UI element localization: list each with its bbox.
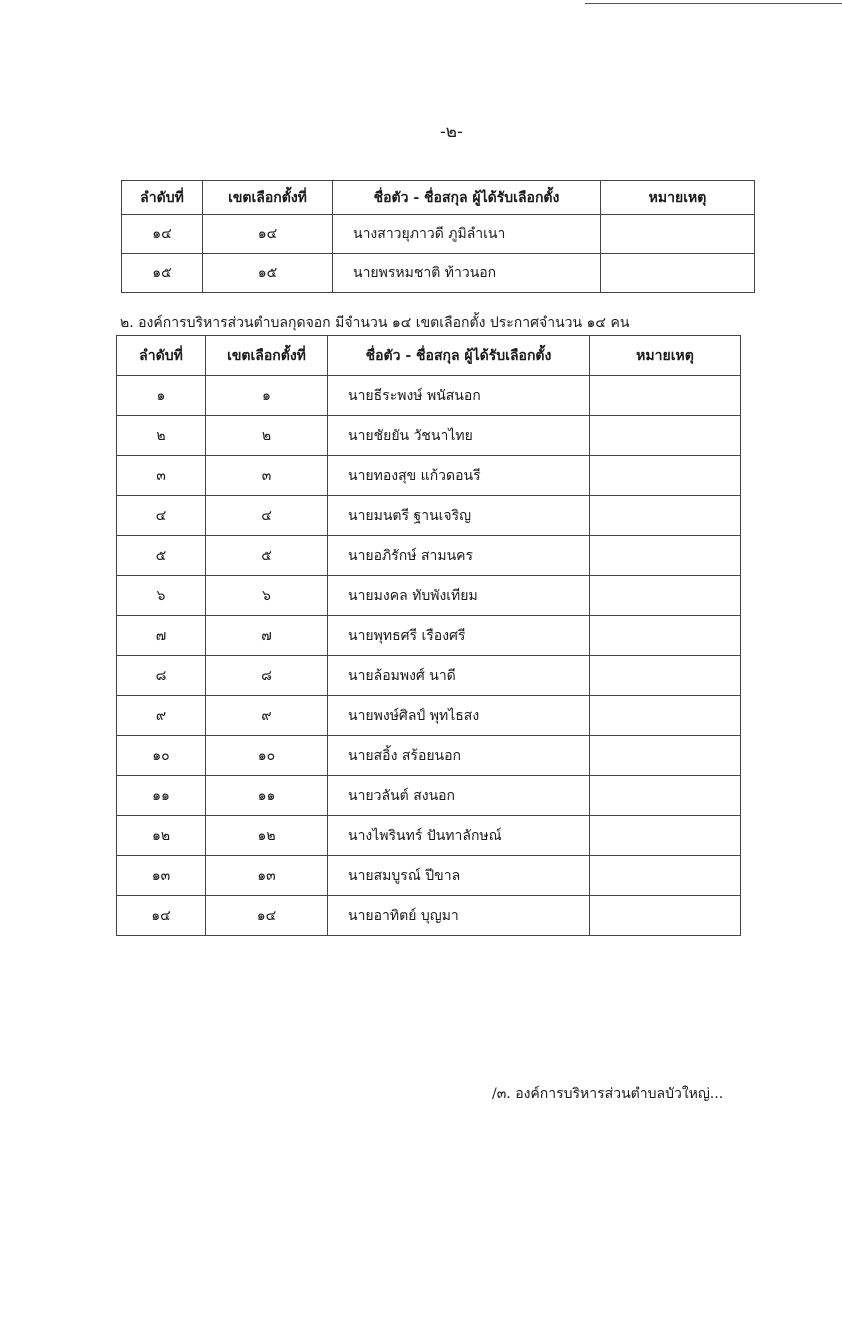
cell-name: นางสาวยุภาวดี ภูมิลำเนา	[333, 215, 601, 254]
table-row	[117, 616, 741, 656]
col-header-zone: เขตเลือกตั้งที่	[203, 181, 333, 215]
cell-zone: ๘	[206, 656, 328, 696]
table-row	[117, 576, 741, 616]
table-row	[117, 896, 741, 936]
table-row	[117, 816, 741, 856]
cell-name: นายสมบูรณ์ ปีขาล	[328, 856, 590, 896]
section-heading: ๒. องค์การบริหารส่วนตำบลกุดจอก มีจำนวน ๑๔ เขตเลือกตั้ง ประกาศจำนวน ๑๔ คน	[120, 315, 630, 331]
col-header-name: ชื่อตัว - ชื่อสกุล ผู้ได้รับเลือกตั้ง	[333, 181, 601, 215]
cell-zone: ๑๐	[206, 736, 328, 776]
cell-zone: ๑๔	[206, 896, 328, 936]
table-row	[117, 536, 741, 576]
cell-order: ๖	[117, 576, 206, 616]
cell-zone: ๑๑	[206, 776, 328, 816]
table-row	[117, 856, 741, 896]
table-row	[117, 656, 741, 696]
cell-order: ๗	[117, 616, 206, 656]
table-row	[117, 496, 741, 536]
cell-order: ๙	[117, 696, 206, 736]
results-table-continued	[121, 180, 755, 293]
cell-remark	[590, 816, 741, 856]
cell-name: นายธีระพงษ์ พนัสนอก	[328, 376, 590, 416]
col-header-remark: หมายเหตุ	[601, 181, 755, 215]
table-row	[117, 776, 741, 816]
cell-name: นายพรหมชาติ ท้าวนอก	[333, 254, 601, 293]
cell-order: ๘	[117, 656, 206, 696]
cell-order: ๔	[117, 496, 206, 536]
cell-order: ๓	[117, 456, 206, 496]
cell-name: นายชัยยัน วัชนาไทย	[328, 416, 590, 456]
cell-name: นายอาทิตย์ บุญมา	[328, 896, 590, 936]
cell-remark	[590, 896, 741, 936]
cell-remark	[590, 456, 741, 496]
continuation-note: /๓. องค์การบริหารส่วนตำบลบัวใหญ่...	[492, 1086, 724, 1102]
col-header-order: ลำดับที่	[117, 336, 206, 376]
cell-zone: ๖	[206, 576, 328, 616]
table-row	[117, 696, 741, 736]
cell-remark	[590, 776, 741, 816]
col-header-order: ลำดับที่	[122, 181, 203, 215]
cell-name: นายอภิรักษ์ สามนคร	[328, 536, 590, 576]
cell-zone: ๓	[206, 456, 328, 496]
cell-order: ๑๔	[117, 896, 206, 936]
cell-remark	[590, 856, 741, 896]
cell-order: ๑	[117, 376, 206, 416]
cell-name: นายทองสุข แก้วดอนรี	[328, 456, 590, 496]
table-1-body	[122, 215, 755, 293]
cell-name: นายพุทธศรี เรืองศรี	[328, 616, 590, 656]
cell-name: นายล้อมพงศ์ นาดี	[328, 656, 590, 696]
cell-name: นายมนตรี ฐานเจริญ	[328, 496, 590, 536]
table-row	[117, 736, 741, 776]
table-2-body	[117, 376, 741, 936]
cell-zone: ๑๓	[206, 856, 328, 896]
cell-order: ๑๒	[117, 816, 206, 856]
cell-remark	[590, 616, 741, 656]
cell-remark	[590, 656, 741, 696]
cell-zone: ๕	[206, 536, 328, 576]
cell-zone: ๒	[206, 416, 328, 456]
cell-order: ๑๔	[122, 215, 203, 254]
cell-name: นายมงคล ทับพังเทียม	[328, 576, 590, 616]
table-row	[117, 456, 741, 496]
cell-zone: ๙	[206, 696, 328, 736]
cell-name: นายพงษ์ศิลป์ พุทไธสง	[328, 696, 590, 736]
cell-order: ๒	[117, 416, 206, 456]
cell-order: ๕	[117, 536, 206, 576]
cell-name: นางไพรินทร์ ปันทาลักษณ์	[328, 816, 590, 856]
cell-order: ๑๐	[117, 736, 206, 776]
cell-order: ๑๓	[117, 856, 206, 896]
table-row	[122, 254, 755, 293]
cell-remark	[590, 696, 741, 736]
results-table	[116, 335, 741, 936]
table-row	[117, 376, 741, 416]
col-header-remark: หมายเหตุ	[590, 336, 741, 376]
col-header-name: ชื่อตัว - ชื่อสกุล ผู้ได้รับเลือกตั้ง	[328, 336, 590, 376]
cell-remark	[590, 496, 741, 536]
cell-name: นายวลันต์ สงนอก	[328, 776, 590, 816]
table-row	[122, 215, 755, 254]
cell-zone: ๑๔	[203, 215, 333, 254]
cell-zone: ๗	[206, 616, 328, 656]
cell-remark	[590, 416, 741, 456]
cell-zone: ๑๕	[203, 254, 333, 293]
cell-zone: ๑๒	[206, 816, 328, 856]
cell-zone: ๔	[206, 496, 328, 536]
cell-order: ๑๑	[117, 776, 206, 816]
table-row	[117, 416, 741, 456]
cell-zone: ๑	[206, 376, 328, 416]
cell-remark	[601, 215, 755, 254]
cell-remark	[590, 536, 741, 576]
top-rule	[585, 3, 842, 4]
col-header-zone: เขตเลือกตั้งที่	[206, 336, 328, 376]
page-number: -๒-	[440, 122, 463, 142]
cell-name: นายสอิ้ง สร้อยนอก	[328, 736, 590, 776]
cell-order: ๑๕	[122, 254, 203, 293]
cell-remark	[590, 376, 741, 416]
cell-remark	[601, 254, 755, 293]
cell-remark	[590, 576, 741, 616]
cell-remark	[590, 736, 741, 776]
